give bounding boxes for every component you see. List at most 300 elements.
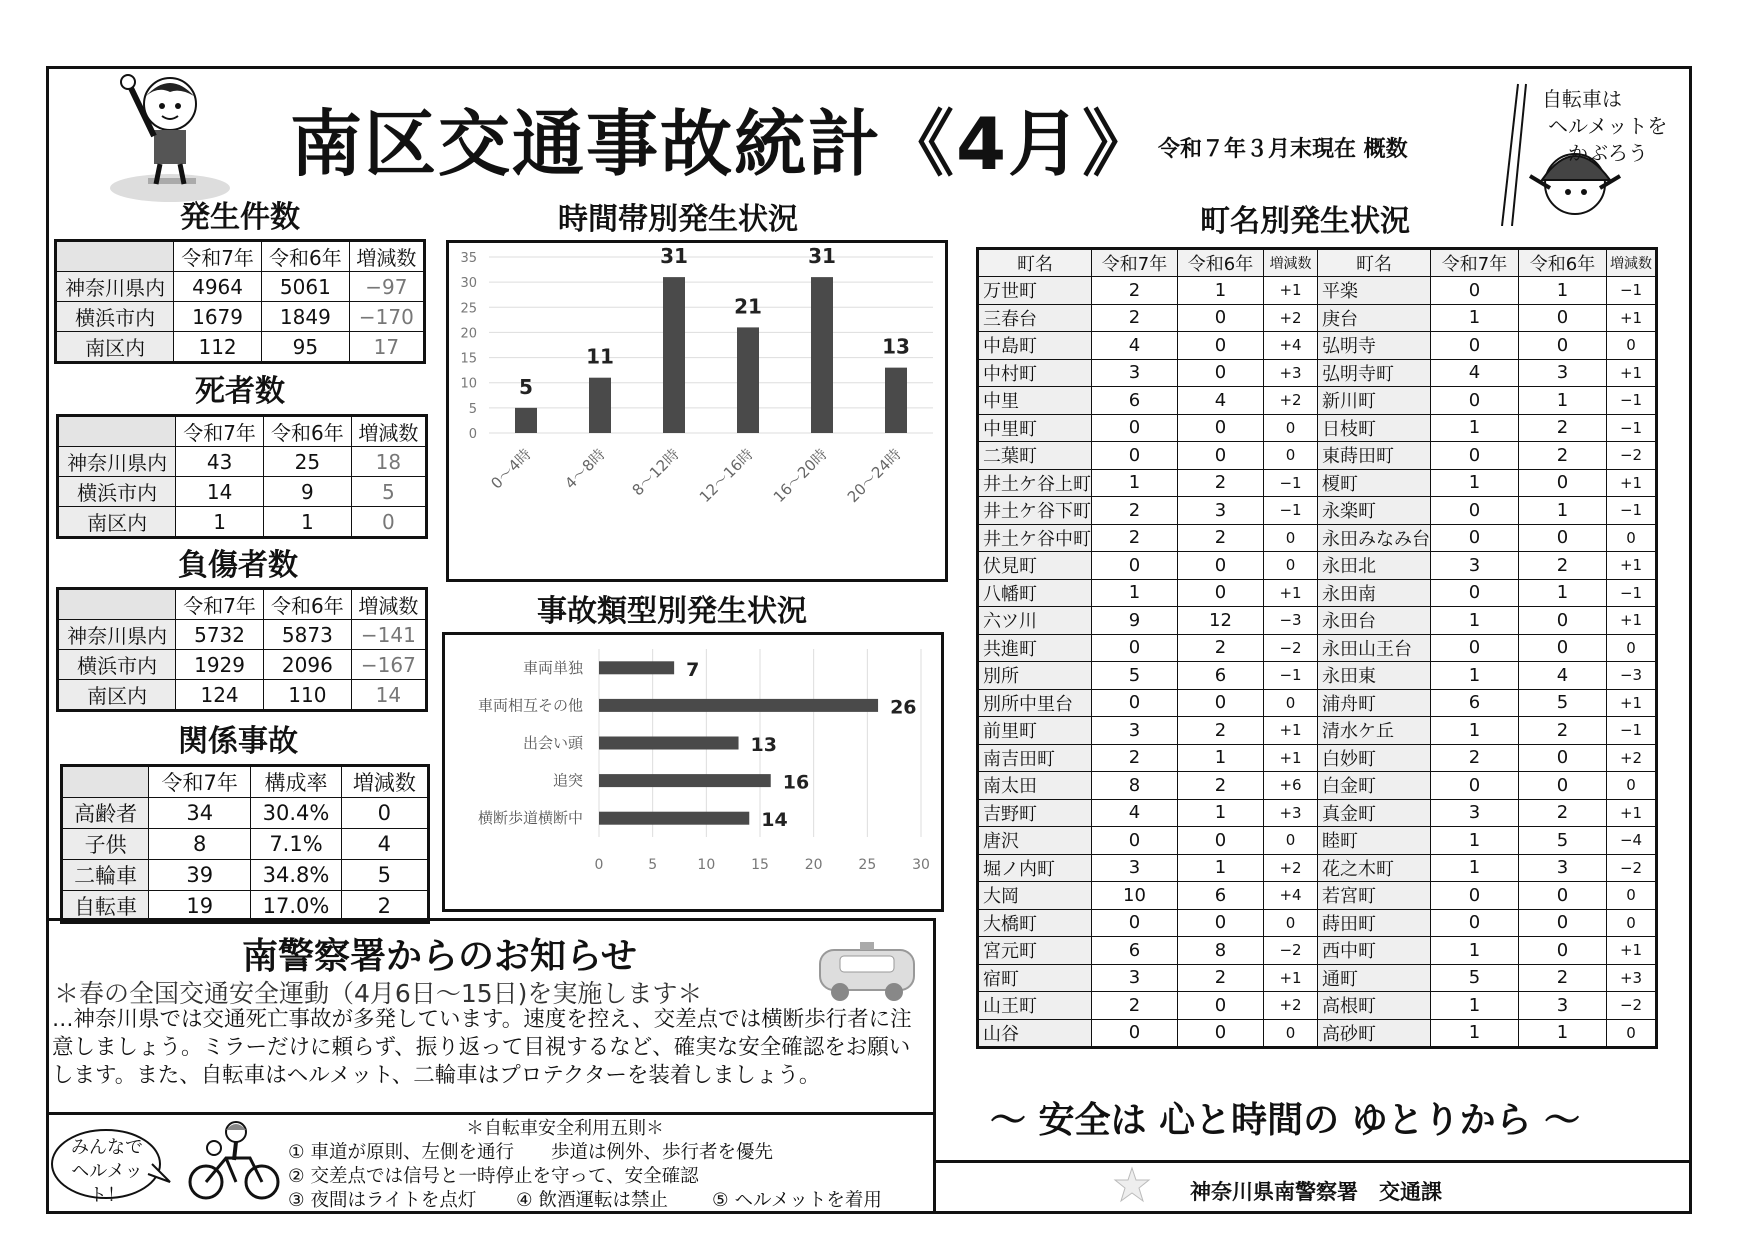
town-name: 中里町	[978, 414, 1092, 442]
data-label: 16	[782, 771, 810, 794]
bicycle-icon	[186, 1118, 282, 1202]
value-cell: 3	[1092, 964, 1178, 992]
value-cell: 1	[1519, 497, 1607, 525]
diff-cell: 0	[1607, 634, 1657, 662]
rule-1: ① 車道が原則、左側を通行 歩道は例外、歩行者を優先	[288, 1142, 773, 1163]
rule-2: ② 交差点では信号と一時停止を守って、安全確認	[288, 1166, 699, 1187]
value-cell: 1	[1178, 799, 1264, 827]
bar	[885, 368, 907, 433]
value-cell: 8	[1178, 937, 1264, 965]
diff-cell: 14	[351, 680, 426, 711]
diff-cell: +1	[1264, 277, 1318, 305]
table-header-row	[58, 416, 427, 447]
town-name: 井土ケ谷中町	[978, 524, 1092, 552]
value-cell: 6	[1092, 387, 1178, 415]
diff-cell: −1	[1264, 469, 1318, 497]
col-diff: 増減数	[349, 241, 424, 272]
town-name: 若宮町	[1318, 882, 1431, 910]
category-cell: 自転車	[62, 891, 149, 923]
value-cell: 0	[1092, 442, 1178, 470]
value-cell: 2	[1092, 277, 1178, 305]
col-diff: 増減数	[351, 589, 426, 620]
town-name: 別所	[978, 662, 1092, 690]
injuries-heading: 負傷者数	[178, 548, 298, 583]
town-name: 伏見町	[978, 552, 1092, 580]
diff-cell: 0	[1607, 909, 1657, 937]
y-tick-label: 35	[460, 251, 477, 266]
table-row	[978, 497, 1657, 525]
value-cell: 1679	[174, 302, 262, 332]
value-cell: 0	[1178, 992, 1264, 1020]
value-cell: 1	[1431, 1019, 1519, 1048]
table-row	[978, 662, 1657, 690]
town-name: 大橋町	[978, 909, 1092, 937]
table-row	[58, 650, 427, 680]
town-name: 三春台	[978, 304, 1092, 332]
bar	[811, 277, 833, 433]
town-name: 榎町	[1318, 469, 1431, 497]
bar	[737, 327, 759, 433]
value-cell: 3	[1092, 717, 1178, 745]
col-r7: 令和7年	[176, 589, 264, 620]
value-cell: 0	[1519, 469, 1607, 497]
value-cell: 1	[1431, 469, 1519, 497]
town-name: 睦町	[1318, 827, 1431, 855]
town-name: 唐沢	[978, 827, 1092, 855]
diff-cell: −1	[1607, 387, 1657, 415]
town-name: 通町	[1318, 964, 1431, 992]
value-cell: 0	[1519, 607, 1607, 635]
table-row	[978, 634, 1657, 662]
diff-cell: −170	[349, 302, 424, 332]
y-tick-label: 25	[460, 301, 477, 317]
type-chart	[445, 635, 941, 909]
value-cell: 2	[1519, 964, 1607, 992]
table-row	[978, 524, 1657, 552]
town-name: 吉野町	[978, 799, 1092, 827]
diff-cell: +6	[1264, 772, 1318, 800]
diff-cell: −2	[1607, 992, 1657, 1020]
value-cell: 0	[1431, 332, 1519, 360]
value-cell: 0	[1519, 772, 1607, 800]
table-row	[978, 387, 1657, 415]
diff-cell: +1	[1264, 744, 1318, 772]
diff-cell: 0	[1607, 882, 1657, 910]
value-cell: 8	[149, 829, 251, 860]
value-cell: 2	[1519, 552, 1607, 580]
town-name: 真金町	[1318, 799, 1431, 827]
x-tick-label: 20	[804, 857, 823, 873]
value-cell: 0	[1519, 937, 1607, 965]
town-name: 白金町	[1318, 772, 1431, 800]
value-cell: 5873	[263, 620, 351, 650]
town-name: 東蒔田町	[1318, 442, 1431, 470]
col-r7: 令和7年	[174, 241, 262, 272]
safety-slogan: 〜 安全は 心と時間の ゆとりから 〜	[990, 1100, 1581, 1141]
bar	[599, 737, 739, 750]
value-cell: 2	[1092, 744, 1178, 772]
value-cell: 0	[1092, 414, 1178, 442]
diff-cell: +1	[1264, 717, 1318, 745]
table-row	[56, 272, 425, 302]
town-name: 別所中里台	[978, 689, 1092, 717]
town-heading: 町名別発生状況	[1200, 204, 1410, 239]
category-cell: 二輪車	[62, 860, 149, 891]
value-cell: 1	[1178, 277, 1264, 305]
x-tick-label: 20〜24時	[843, 445, 905, 507]
town-table	[976, 247, 1658, 1049]
town-name: 永田みなみ台	[1318, 524, 1431, 552]
value-cell: 1	[1178, 744, 1264, 772]
town-name: 宿町	[978, 964, 1092, 992]
time-chart	[449, 243, 945, 579]
table-row	[978, 359, 1657, 387]
col-town: 町名	[978, 249, 1092, 277]
x-tick-label: 10	[697, 857, 716, 873]
diff-cell: 4	[341, 829, 428, 860]
time-chart-heading: 時間帯別発生状況	[558, 202, 798, 237]
blank-cell	[56, 241, 174, 272]
data-label: 13	[882, 334, 910, 359]
blank-cell	[62, 766, 149, 798]
value-cell: 3	[1431, 799, 1519, 827]
col-r7: 令和7年	[1092, 249, 1178, 277]
value-cell: 4	[1431, 359, 1519, 387]
area-cell: 横浜市内	[58, 650, 176, 680]
table-row	[978, 442, 1657, 470]
value-cell: 2	[1178, 964, 1264, 992]
diff-cell: +2	[1264, 992, 1318, 1020]
value-cell: 0	[1519, 744, 1607, 772]
notice-subtitle: ＊春の全国交通安全運動（4月6日〜15日)を実施します＊	[54, 979, 703, 1008]
town-name: 庚台	[1318, 304, 1431, 332]
value-cell: 5	[1092, 662, 1178, 690]
area-cell: 南区内	[56, 332, 174, 363]
diff-cell: −1	[1607, 579, 1657, 607]
diff-cell: 0	[1264, 552, 1318, 580]
category-label: 出会い頭	[522, 734, 583, 752]
diff-cell: +2	[1264, 304, 1318, 332]
table-row	[978, 772, 1657, 800]
related-heading: 関係事故	[178, 724, 298, 759]
diff-cell: −3	[1607, 662, 1657, 690]
value-cell: 2	[1178, 717, 1264, 745]
value-cell: 2	[1092, 497, 1178, 525]
value-cell: 0	[1519, 882, 1607, 910]
police-car-icon	[812, 936, 922, 1006]
value-cell: 2	[1092, 524, 1178, 552]
table-row	[978, 414, 1657, 442]
diff-cell: +3	[1607, 964, 1657, 992]
area-cell: 神奈川県内	[56, 272, 174, 302]
diff-cell: +1	[1607, 799, 1657, 827]
diff-cell: −1	[1607, 414, 1657, 442]
value-cell: 0	[1519, 909, 1607, 937]
col-diff: 増減数	[1264, 249, 1318, 277]
type-chart-heading: 事故類型別発生状況	[537, 594, 807, 629]
diff-cell: 2	[341, 891, 428, 923]
table-row	[978, 799, 1657, 827]
helmet-note	[1542, 86, 1667, 167]
value-cell: 3	[1519, 854, 1607, 882]
diff-cell: 0	[351, 507, 426, 538]
town-name: 浦舟町	[1318, 689, 1431, 717]
value-cell: 2	[1431, 744, 1519, 772]
table-row	[978, 937, 1657, 965]
value-cell: 4	[1092, 799, 1178, 827]
value-cell: 2	[1178, 772, 1264, 800]
diff-cell: −1	[1264, 662, 1318, 690]
value-cell: 2	[1092, 992, 1178, 1020]
town-name: 山王町	[978, 992, 1092, 1020]
category-cell: 高齢者	[62, 798, 149, 829]
col-diff: 増減数	[1607, 249, 1657, 277]
table-row	[978, 332, 1657, 360]
diff-cell: +3	[1264, 799, 1318, 827]
table-row	[58, 477, 427, 507]
value-cell: 2	[1178, 524, 1264, 552]
table-row	[58, 507, 427, 538]
child-illustration	[60, 66, 240, 206]
value-cell: 39	[149, 860, 251, 891]
value-cell: 1	[1431, 937, 1519, 965]
bar	[515, 408, 537, 433]
injuries-table	[56, 587, 428, 712]
diff-cell: +4	[1264, 882, 1318, 910]
value-cell: 0	[1178, 552, 1264, 580]
town-name: 八幡町	[978, 579, 1092, 607]
ratio-cell: 30.4%	[251, 798, 341, 829]
value-cell: 0	[1431, 497, 1519, 525]
bubble-line: ヘルメット！	[71, 1161, 143, 1206]
table-row	[978, 469, 1657, 497]
value-cell: 0	[1519, 304, 1607, 332]
bubble-line: みんなで	[71, 1137, 143, 1158]
table-row	[978, 607, 1657, 635]
x-tick-label: 15	[751, 857, 769, 873]
blank-cell	[58, 416, 176, 447]
diff-cell: −141	[351, 620, 426, 650]
bubble-text	[62, 1136, 152, 1208]
table-row	[978, 277, 1657, 305]
value-cell: 0	[1178, 442, 1264, 470]
y-tick-label: 10	[460, 376, 477, 392]
town-name: 日枝町	[1318, 414, 1431, 442]
area-cell: 神奈川県内	[58, 447, 176, 477]
value-cell: 0	[1431, 772, 1519, 800]
town-name: 弘明寺町	[1318, 359, 1431, 387]
x-tick-label: 16〜20時	[769, 445, 831, 507]
y-tick-label: 15	[460, 351, 477, 367]
town-name: 山谷	[978, 1019, 1092, 1048]
value-cell: 1	[1519, 277, 1607, 305]
town-name: 永田北	[1318, 552, 1431, 580]
data-label: 13	[750, 734, 777, 756]
table-row	[56, 332, 425, 363]
occurrences-heading: 発生件数	[180, 200, 300, 235]
town-name: 六ツ川	[978, 607, 1092, 635]
value-cell: 2096	[263, 650, 351, 680]
value-cell: 43	[176, 447, 264, 477]
diff-cell: −2	[1607, 442, 1657, 470]
value-cell: 1	[1519, 579, 1607, 607]
value-cell: 6	[1092, 937, 1178, 965]
diff-cell: 0	[1264, 689, 1318, 717]
table-row	[978, 992, 1657, 1020]
diff-cell: +1	[1607, 469, 1657, 497]
value-cell: 1849	[261, 302, 349, 332]
town-name: 前里町	[978, 717, 1092, 745]
bar	[599, 661, 674, 674]
diff-cell: 0	[1264, 442, 1318, 470]
x-tick-label: 8〜12時	[628, 445, 683, 500]
area-cell: 神奈川県内	[58, 620, 176, 650]
table-row	[62, 829, 429, 860]
diff-cell: −2	[1264, 937, 1318, 965]
town-name: 井土ケ谷上町	[978, 469, 1092, 497]
diff-cell: −3	[1264, 607, 1318, 635]
y-tick-label: 30	[460, 276, 477, 292]
x-tick-label: 0	[594, 857, 604, 873]
data-label: 11	[586, 344, 614, 369]
value-cell: 0	[1178, 579, 1264, 607]
helmet-note-line: 自転車は	[1542, 87, 1622, 111]
value-cell: 1	[1431, 854, 1519, 882]
town-name: 高根町	[1318, 992, 1431, 1020]
area-cell: 横浜市内	[56, 302, 174, 332]
notice-body: …神奈川県では交通死亡事故が多発しています。速度を控え、交差点では横断歩行者に注意しましょう。ミラーだけに頼らず、振り返って目視するなど、確実な安全確認をお願いします。また、自転車はヘルメット、二輪車はプロテクターを装着しましょう。	[52, 1007, 912, 1088]
diff-cell: 0	[1607, 332, 1657, 360]
value-cell: 3	[1519, 992, 1607, 1020]
value-cell: 9	[1092, 607, 1178, 635]
bar	[599, 774, 771, 787]
diff-cell: +1	[1264, 579, 1318, 607]
town-name: 宮元町	[978, 937, 1092, 965]
town-name: 弘明寺	[1318, 332, 1431, 360]
ratio-cell: 34.8%	[251, 860, 341, 891]
town-name: 花之木町	[1318, 854, 1431, 882]
value-cell: 2	[1519, 442, 1607, 470]
data-label: 26	[890, 696, 917, 719]
table-row	[978, 552, 1657, 580]
diff-cell: +3	[1264, 359, 1318, 387]
value-cell: 0	[1178, 414, 1264, 442]
category-label: 車両相互その他	[477, 696, 583, 715]
type-chart-box	[442, 632, 944, 912]
diff-cell: 0	[341, 798, 428, 829]
value-cell: 12	[1178, 607, 1264, 635]
diff-cell: +1	[1607, 607, 1657, 635]
bar	[599, 812, 749, 825]
table-row	[978, 854, 1657, 882]
value-cell: 1	[176, 507, 264, 538]
value-cell: 112	[174, 332, 262, 363]
value-cell: 5732	[176, 620, 264, 650]
value-cell: 0	[1178, 304, 1264, 332]
col-town: 町名	[1318, 249, 1431, 277]
value-cell: 0	[1092, 552, 1178, 580]
table-row	[58, 447, 427, 477]
table-row	[978, 964, 1657, 992]
value-cell: 124	[176, 680, 264, 711]
diff-cell: 0	[1264, 1019, 1318, 1048]
time-chart-box	[446, 240, 948, 582]
diff-cell: −1	[1264, 497, 1318, 525]
col-r6: 令和6年	[1519, 249, 1607, 277]
table-row	[978, 717, 1657, 745]
value-cell: 1	[1519, 387, 1607, 415]
notice-title: 南警察署からのお知らせ	[242, 936, 637, 977]
helmet-note-line: かぶろう	[1568, 141, 1648, 165]
town-name: 中里	[978, 387, 1092, 415]
y-tick-label: 5	[468, 401, 477, 417]
table-header-row	[62, 766, 429, 798]
diff-cell: 18	[351, 447, 426, 477]
category-label: 横断歩道横断中	[477, 809, 583, 828]
related-table	[60, 764, 430, 924]
value-cell: 3	[1092, 854, 1178, 882]
diff-cell: −2	[1264, 634, 1318, 662]
page-title: 南区交通事故統計《4月》	[290, 102, 1157, 186]
diff-cell: −2	[1607, 854, 1657, 882]
value-cell: 0	[1092, 689, 1178, 717]
table-row	[58, 620, 427, 650]
value-cell: 6	[1178, 662, 1264, 690]
deaths-heading: 死者数	[195, 374, 285, 409]
col-r6: 令和6年	[1178, 249, 1264, 277]
diff-cell: 17	[349, 332, 424, 363]
value-cell: 8	[1092, 772, 1178, 800]
data-label: 31	[808, 244, 836, 269]
rules-title: ＊自転車安全利用五則＊	[466, 1118, 664, 1139]
diff-cell: +1	[1607, 359, 1657, 387]
value-cell: 1	[1431, 992, 1519, 1020]
category-label: 追突	[552, 771, 583, 790]
town-name: 共進町	[978, 634, 1092, 662]
table-row	[978, 909, 1657, 937]
col-diff: 増減数	[351, 416, 426, 447]
diff-cell: +2	[1264, 854, 1318, 882]
diff-cell: −4	[1607, 827, 1657, 855]
col-r6: 令和6年	[263, 589, 351, 620]
rule-4: ④ 飲酒運転は禁止	[516, 1190, 668, 1211]
value-cell: 25	[263, 447, 351, 477]
table-row	[978, 827, 1657, 855]
value-cell: 0	[1431, 579, 1519, 607]
value-cell: 5061	[261, 272, 349, 302]
data-label: 5	[519, 374, 533, 399]
value-cell: 0	[1519, 634, 1607, 662]
diff-cell: 0	[1607, 1019, 1657, 1048]
value-cell: 1	[1431, 662, 1519, 690]
table-row	[978, 689, 1657, 717]
x-tick-label: 4〜8時	[561, 445, 609, 493]
deaths-table	[56, 414, 428, 539]
diff-cell: +1	[1607, 552, 1657, 580]
value-cell: 14	[176, 477, 264, 507]
bar	[599, 699, 878, 712]
value-cell: 0	[1431, 387, 1519, 415]
town-name: 永田台	[1318, 607, 1431, 635]
value-cell: 0	[1092, 1019, 1178, 1048]
value-cell: 1	[1431, 827, 1519, 855]
value-cell: 2	[1178, 469, 1264, 497]
footer-divider	[936, 1160, 1692, 1163]
col-r7: 令和7年	[1431, 249, 1519, 277]
value-cell: 10	[1092, 882, 1178, 910]
town-name: 永田山王台	[1318, 634, 1431, 662]
diff-cell: +1	[1264, 964, 1318, 992]
